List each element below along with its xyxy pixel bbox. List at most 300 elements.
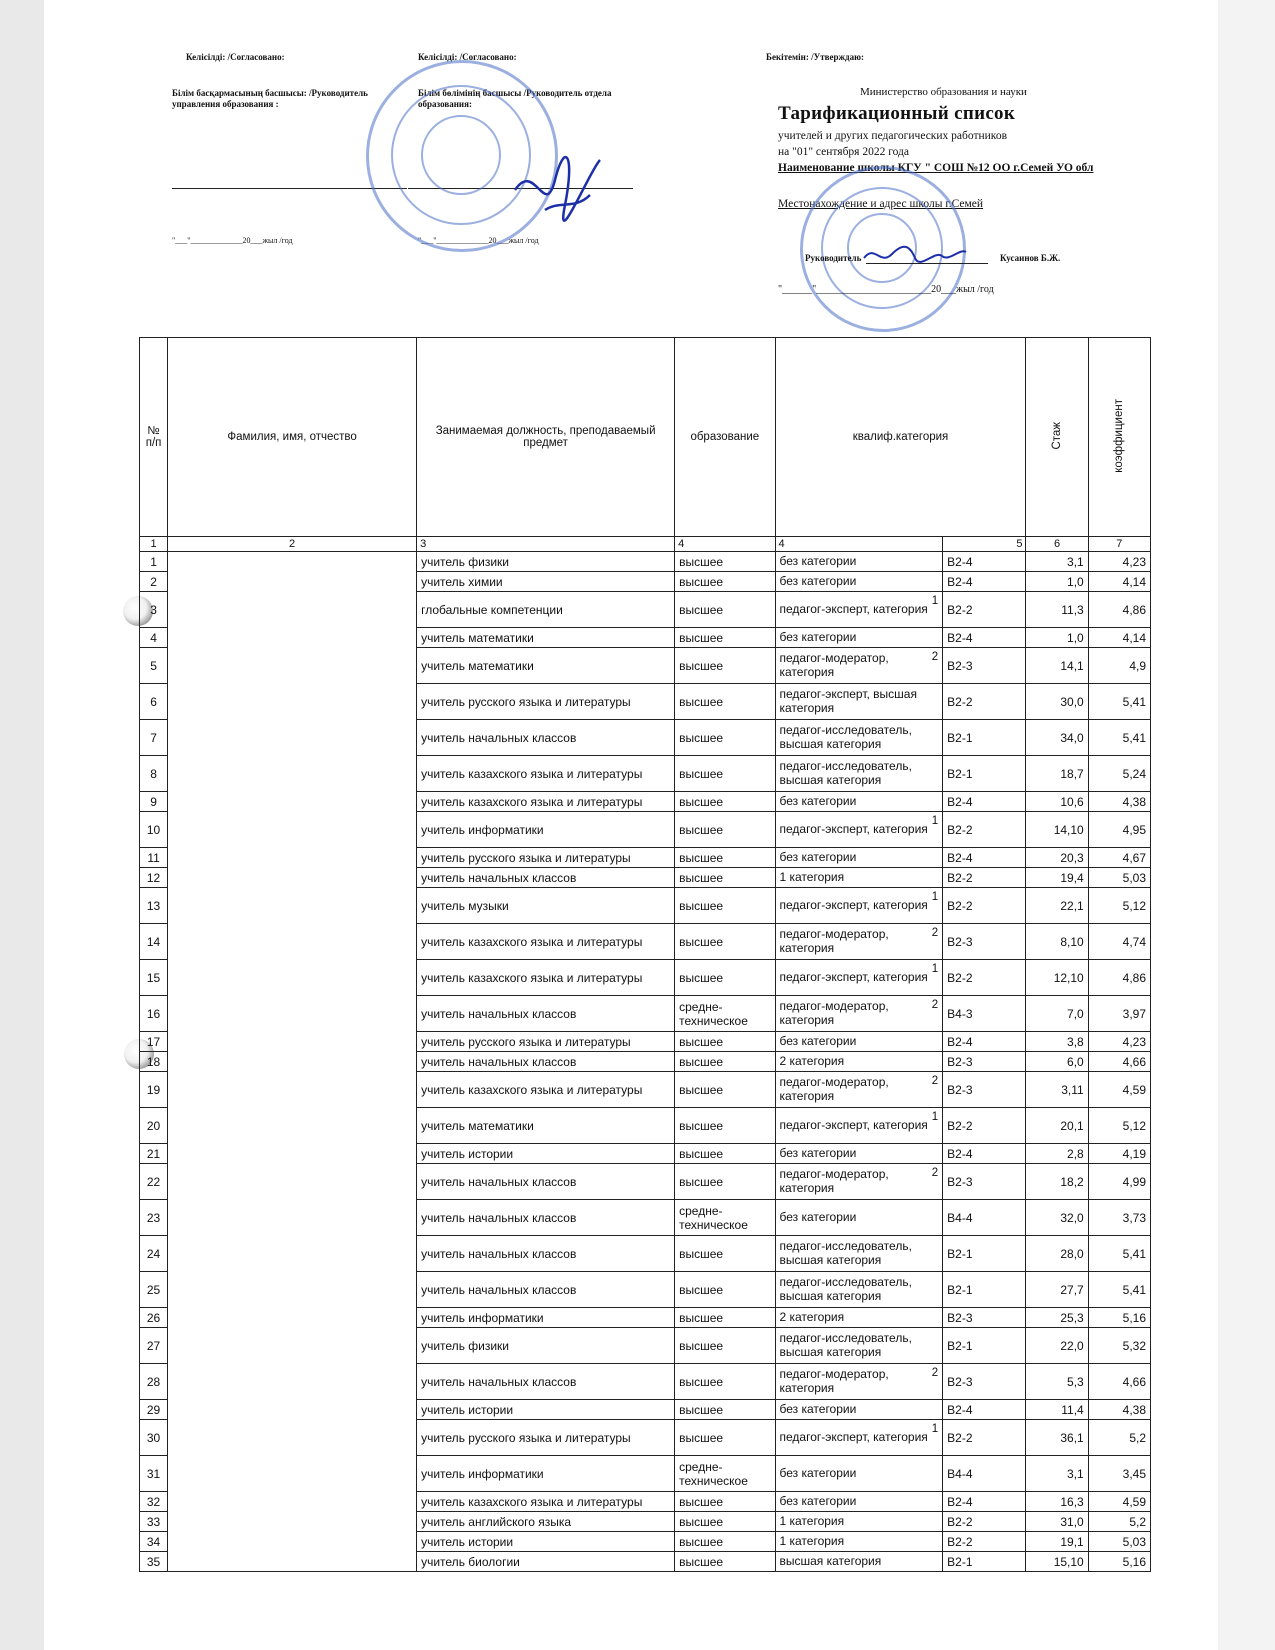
- row-category: [775, 648, 943, 684]
- category-text: педагог-модератор, категория: [779, 1075, 889, 1103]
- category-text: 2 категория: [779, 1309, 845, 1324]
- row-position: учитель казахского языка и литературы: [417, 924, 675, 960]
- row-number: 16: [140, 996, 168, 1032]
- category-text: высшая категория: [779, 1553, 882, 1568]
- row-stazh: 30,0: [1026, 684, 1088, 720]
- row-number: 26: [140, 1308, 168, 1328]
- row-education: высшее: [675, 572, 775, 592]
- row-education: высшее: [675, 1400, 775, 1420]
- row-number: 28: [140, 1364, 168, 1400]
- middle-date-line: "___"_____________20___жыл /год: [418, 236, 539, 245]
- row-category: [775, 1236, 943, 1272]
- row-coef: 4,59: [1088, 1072, 1150, 1108]
- row-grade: B2-1: [943, 1552, 1026, 1572]
- category-level: 2: [931, 1367, 939, 1379]
- row-coef: 3,45: [1088, 1456, 1150, 1492]
- category-text: без категории: [779, 1033, 857, 1048]
- category-level: 1: [931, 815, 939, 827]
- category-text: педагог-модератор, категория: [779, 651, 889, 679]
- row-stazh: 1,0: [1026, 572, 1088, 592]
- row-position: учитель информатики: [417, 1308, 675, 1328]
- row-number: 17: [140, 1032, 168, 1052]
- row-stazh: 25,3: [1026, 1308, 1088, 1328]
- row-stazh: 10,6: [1026, 792, 1088, 812]
- row-education: высшее: [675, 1052, 775, 1072]
- middle-position: Білім бөлімінің басшысы /Руководитель отдела образования:: [418, 88, 612, 110]
- row-stazh: 19,4: [1026, 868, 1088, 888]
- row-stazh: 32,0: [1026, 1200, 1088, 1236]
- row-position: учитель математики: [417, 628, 675, 648]
- table-row: [140, 552, 1151, 572]
- document-title: Тарификационный список: [778, 103, 1016, 124]
- subtitle-2: на "01" сентября 2022 года: [778, 146, 910, 158]
- category-text: педагог-эксперт, категория: [779, 1117, 928, 1132]
- row-category: [775, 1144, 943, 1164]
- row-category: [775, 756, 943, 792]
- row-position: учитель истории: [417, 1144, 675, 1164]
- row-grade: B2-1: [943, 1328, 1026, 1364]
- row-coef: 3,97: [1088, 996, 1150, 1032]
- category-level: 1: [931, 1423, 939, 1435]
- row-stazh: 18,2: [1026, 1164, 1088, 1200]
- row-stazh: 19,1: [1026, 1532, 1088, 1552]
- col-header-category: квалиф.категория: [775, 338, 1026, 537]
- row-education: высшее: [675, 648, 775, 684]
- row-grade: B2-4: [943, 552, 1026, 572]
- row-category: [775, 1512, 943, 1532]
- col-header-position: Занимаемая должность, преподаваемый предмет: [417, 338, 675, 537]
- row-number: 27: [140, 1328, 168, 1364]
- row-grade: B2-2: [943, 1420, 1026, 1456]
- row-coef: 4,74: [1088, 924, 1150, 960]
- right-date-line: "______"_______________________20___жыл /год: [778, 284, 994, 295]
- category-text: педагог-модератор, категория: [779, 927, 889, 955]
- row-stazh: 20,3: [1026, 848, 1088, 868]
- head-label: Руководитель: [805, 253, 862, 263]
- row-education: высшее: [675, 1164, 775, 1200]
- row-position: учитель истории: [417, 1532, 675, 1552]
- row-education: высшее: [675, 756, 775, 792]
- row-category: [775, 592, 943, 628]
- row-number: 8: [140, 756, 168, 792]
- row-coef: 4,38: [1088, 1400, 1150, 1420]
- row-education: высшее: [675, 552, 775, 572]
- row-stazh: 20,1: [1026, 1108, 1088, 1144]
- row-education: высшее: [675, 960, 775, 996]
- row-number: 6: [140, 684, 168, 720]
- row-number: 3: [140, 592, 168, 628]
- category-level: 2: [931, 1167, 939, 1179]
- row-position: учитель начальных классов: [417, 720, 675, 756]
- row-number: 30: [140, 1420, 168, 1456]
- category-text: без категории: [779, 553, 857, 568]
- col-num: 3: [417, 537, 675, 552]
- row-position: учитель казахского языка и литературы: [417, 756, 675, 792]
- row-position: учитель казахского языка и литературы: [417, 792, 675, 812]
- row-category: [775, 1532, 943, 1552]
- row-number: 31: [140, 1456, 168, 1492]
- row-grade: B2-2: [943, 684, 1026, 720]
- category-text: педагог-модератор, категория: [779, 1167, 889, 1195]
- left-date-line: "___"_____________20___жыл /год: [172, 236, 293, 245]
- row-grade: B2-4: [943, 792, 1026, 812]
- row-category: [775, 960, 943, 996]
- row-education: высшее: [675, 812, 775, 848]
- row-coef: 5,12: [1088, 1108, 1150, 1144]
- row-education: высшее: [675, 868, 775, 888]
- col-header-name: Фамилия, имя, отчество: [168, 338, 417, 537]
- row-coef: 4,67: [1088, 848, 1150, 868]
- row-category: [775, 868, 943, 888]
- row-position: учитель физики: [417, 1328, 675, 1364]
- row-category: [775, 1328, 943, 1364]
- row-coef: 4,86: [1088, 592, 1150, 628]
- row-position: учитель начальных классов: [417, 1200, 675, 1236]
- row-coef: 4,66: [1088, 1364, 1150, 1400]
- row-stazh: 36,1: [1026, 1420, 1088, 1456]
- row-grade: B4-4: [943, 1200, 1026, 1236]
- row-position: учитель казахского языка и литературы: [417, 1072, 675, 1108]
- row-coef: 5,03: [1088, 1532, 1150, 1552]
- row-grade: B2-4: [943, 848, 1026, 868]
- row-grade: B2-4: [943, 628, 1026, 648]
- row-coef: 4,38: [1088, 792, 1150, 812]
- col-num: 4: [775, 537, 943, 552]
- row-stazh: 5,3: [1026, 1364, 1088, 1400]
- category-text: 1 категория: [779, 1513, 845, 1528]
- col-num: 7: [1088, 537, 1150, 552]
- row-category: [775, 1456, 943, 1492]
- row-number: 11: [140, 848, 168, 868]
- tarification-table: [139, 337, 1151, 1572]
- middle-approve-label: Келісілді: /Согласовано:: [418, 52, 517, 62]
- row-stazh: 22,1: [1026, 888, 1088, 924]
- row-number: 34: [140, 1532, 168, 1552]
- row-stazh: 14,1: [1026, 648, 1088, 684]
- row-education: высшее: [675, 888, 775, 924]
- row-education: высшее: [675, 592, 775, 628]
- category-text: без категории: [779, 793, 857, 808]
- row-education: высшее: [675, 1364, 775, 1400]
- row-coef: 4,59: [1088, 1492, 1150, 1512]
- row-category: [775, 1400, 943, 1420]
- row-grade: B2-2: [943, 592, 1026, 628]
- row-grade: B2-2: [943, 812, 1026, 848]
- row-number: 22: [140, 1164, 168, 1200]
- row-coef: 4,23: [1088, 1032, 1150, 1052]
- row-number: 24: [140, 1236, 168, 1272]
- row-stazh: 34,0: [1026, 720, 1088, 756]
- row-grade: B2-2: [943, 888, 1026, 924]
- row-number: 35: [140, 1552, 168, 1572]
- row-number: 19: [140, 1072, 168, 1108]
- row-grade: B4-4: [943, 1456, 1026, 1492]
- row-category: [775, 1552, 943, 1572]
- row-education: высшее: [675, 1492, 775, 1512]
- row-grade: B2-2: [943, 1108, 1026, 1144]
- table-header-row: [140, 338, 1151, 537]
- row-category: [775, 1308, 943, 1328]
- category-text: педагог-эксперт, категория: [779, 821, 928, 836]
- column-number-row: [140, 537, 1151, 552]
- row-number: 21: [140, 1144, 168, 1164]
- row-number: 18: [140, 1052, 168, 1072]
- category-text: педагог-исследователь, высшая категория: [779, 1239, 912, 1267]
- row-stazh: 6,0: [1026, 1052, 1088, 1072]
- row-number: 32: [140, 1492, 168, 1512]
- row-education: высшее: [675, 1532, 775, 1552]
- school-location: Местонахождение и адрес школы г.Семей: [778, 198, 984, 210]
- row-position: учитель английского языка: [417, 1512, 675, 1532]
- row-education: высшее: [675, 1512, 775, 1532]
- row-grade: B2-1: [943, 1272, 1026, 1308]
- row-grade: B2-2: [943, 1532, 1026, 1552]
- category-text: без категории: [779, 849, 857, 864]
- category-level: 2: [931, 1075, 939, 1087]
- row-education: высшее: [675, 720, 775, 756]
- row-coef: 4,19: [1088, 1144, 1150, 1164]
- row-category: [775, 1420, 943, 1456]
- category-level: 2: [931, 927, 939, 939]
- col-num: 4: [675, 537, 775, 552]
- col-num: 6: [1026, 537, 1088, 552]
- row-coef: 4,95: [1088, 812, 1150, 848]
- row-coef: 5,41: [1088, 684, 1150, 720]
- row-stazh: 7,0: [1026, 996, 1088, 1032]
- row-stazh: 22,0: [1026, 1328, 1088, 1364]
- row-position: учитель химии: [417, 572, 675, 592]
- row-stazh: 12,10: [1026, 960, 1088, 996]
- row-category: [775, 1200, 943, 1236]
- left-approve-label: Келісілді: /Согласовано:: [186, 52, 285, 62]
- row-number: 4: [140, 628, 168, 648]
- row-coef: 4,14: [1088, 628, 1150, 648]
- row-coef: 5,41: [1088, 1236, 1150, 1272]
- row-number: 5: [140, 648, 168, 684]
- row-coef: 5,2: [1088, 1420, 1150, 1456]
- row-position: учитель математики: [417, 648, 675, 684]
- row-stazh: 8,10: [1026, 924, 1088, 960]
- scan-edge-right: [1218, 0, 1275, 1650]
- row-education: средне-техническое: [675, 996, 775, 1032]
- category-text: педагог-эксперт, категория: [779, 897, 928, 912]
- ministry: Министерство образования и науки: [860, 86, 1027, 98]
- row-stazh: 3,8: [1026, 1032, 1088, 1052]
- category-text: педагог-эксперт, высшая категория: [779, 687, 917, 715]
- row-education: высшее: [675, 1032, 775, 1052]
- row-position: учитель математики: [417, 1108, 675, 1144]
- row-grade: B2-2: [943, 1512, 1026, 1532]
- category-text: педагог-модератор, категория: [779, 999, 889, 1027]
- category-text: без категории: [779, 629, 857, 644]
- category-level: 2: [931, 651, 939, 663]
- row-coef: 5,16: [1088, 1308, 1150, 1328]
- row-coef: 5,16: [1088, 1552, 1150, 1572]
- school-name: Наименование школы КГУ " СОШ №12 ОО г.Семей УО обл: [778, 162, 1094, 174]
- row-grade: B2-4: [943, 1144, 1026, 1164]
- row-position: учитель начальных классов: [417, 1272, 675, 1308]
- row-education: высшее: [675, 1552, 775, 1572]
- row-position: учитель начальных классов: [417, 996, 675, 1032]
- row-number: 13: [140, 888, 168, 924]
- row-education: высшее: [675, 1072, 775, 1108]
- left-position: Білім басқармасының басшысы: /Руководитель управления образования :: [172, 88, 368, 110]
- col-num: 5: [943, 537, 1026, 552]
- row-coef: 4,86: [1088, 960, 1150, 996]
- row-number: 9: [140, 792, 168, 812]
- row-education: высшее: [675, 1236, 775, 1272]
- row-category: [775, 848, 943, 868]
- row-stazh: 18,7: [1026, 756, 1088, 792]
- row-category: [775, 996, 943, 1032]
- row-number: 12: [140, 868, 168, 888]
- row-grade: B2-3: [943, 1072, 1026, 1108]
- row-grade: B4-3: [943, 996, 1026, 1032]
- row-position: учитель информатики: [417, 812, 675, 848]
- row-number: 1: [140, 552, 168, 572]
- row-position: учитель музыки: [417, 888, 675, 924]
- row-stazh: 31,0: [1026, 1512, 1088, 1532]
- row-stazh: 3,1: [1026, 1456, 1088, 1492]
- row-grade: B2-2: [943, 960, 1026, 996]
- row-coef: 5,41: [1088, 720, 1150, 756]
- row-grade: B2-1: [943, 720, 1026, 756]
- row-grade: B2-1: [943, 756, 1026, 792]
- row-education: высшее: [675, 1108, 775, 1144]
- head-signature-mark: [860, 240, 970, 270]
- row-grade: B2-3: [943, 1364, 1026, 1400]
- row-coef: 4,66: [1088, 1052, 1150, 1072]
- row-name: [168, 552, 417, 1572]
- category-text: педагог-модератор, категория: [779, 1367, 889, 1395]
- row-category: [775, 1108, 943, 1144]
- row-coef: 5,03: [1088, 868, 1150, 888]
- category-text: 2 категория: [779, 1053, 845, 1068]
- row-number: 23: [140, 1200, 168, 1236]
- row-category: [775, 888, 943, 924]
- category-level: 2: [931, 999, 939, 1011]
- row-stazh: 28,0: [1026, 1236, 1088, 1272]
- row-education: высшее: [675, 1420, 775, 1456]
- row-position: учитель начальных классов: [417, 868, 675, 888]
- row-grade: B2-4: [943, 1492, 1026, 1512]
- row-coef: 5,24: [1088, 756, 1150, 792]
- category-text: без категории: [779, 1145, 857, 1160]
- row-education: высшее: [675, 628, 775, 648]
- row-education: высшее: [675, 792, 775, 812]
- row-stazh: 11,3: [1026, 592, 1088, 628]
- row-position: учитель русского языка и литературы: [417, 684, 675, 720]
- category-text: педагог-эксперт, категория: [779, 1429, 928, 1444]
- row-education: высшее: [675, 924, 775, 960]
- row-stazh: 3,1: [1026, 552, 1088, 572]
- row-coef: 3,73: [1088, 1200, 1150, 1236]
- category-text: педагог-эксперт, категория: [779, 969, 928, 984]
- row-grade: B2-3: [943, 924, 1026, 960]
- row-stazh: 14,10: [1026, 812, 1088, 848]
- row-coef: 4,14: [1088, 572, 1150, 592]
- row-number: 10: [140, 812, 168, 848]
- row-education: высшее: [675, 1144, 775, 1164]
- row-stazh: 2,8: [1026, 1144, 1088, 1164]
- row-number: 33: [140, 1512, 168, 1532]
- subtitle-1: учителей и других педагогических работников: [778, 130, 1007, 142]
- row-position: учитель начальных классов: [417, 1164, 675, 1200]
- row-education: высшее: [675, 848, 775, 868]
- row-grade: B2-1: [943, 1236, 1026, 1272]
- signature-mark: [505, 150, 615, 230]
- row-position: учитель истории: [417, 1400, 675, 1420]
- row-category: [775, 1052, 943, 1072]
- row-category: [775, 1072, 943, 1108]
- row-position: учитель физики: [417, 552, 675, 572]
- category-text: педагог-исследователь, высшая категория: [779, 723, 912, 751]
- row-stazh: 11,4: [1026, 1400, 1088, 1420]
- category-text: педагог-исследователь, высшая категория: [779, 759, 912, 787]
- category-text: 1 категория: [779, 869, 845, 884]
- row-stazh: 27,7: [1026, 1272, 1088, 1308]
- row-education: средне-техническое: [675, 1200, 775, 1236]
- row-position: учитель русского языка и литературы: [417, 1032, 675, 1052]
- category-text: педагог-исследователь, высшая категория: [779, 1275, 912, 1303]
- category-text: без категории: [779, 573, 857, 588]
- scan-edge-left: [0, 0, 44, 1650]
- row-grade: B2-4: [943, 1400, 1026, 1420]
- row-category: [775, 684, 943, 720]
- row-coef: 4,99: [1088, 1164, 1150, 1200]
- row-stazh: 3,11: [1026, 1072, 1088, 1108]
- row-category: [775, 552, 943, 572]
- row-number: 20: [140, 1108, 168, 1144]
- row-category: [775, 720, 943, 756]
- row-category: [775, 1272, 943, 1308]
- row-number: 29: [140, 1400, 168, 1420]
- row-coef: 5,41: [1088, 1272, 1150, 1308]
- head-name: Кусаинов Б.Ж.: [1000, 253, 1061, 263]
- col-num: 1: [140, 537, 168, 552]
- row-grade: B2-4: [943, 572, 1026, 592]
- row-coef: 4,9: [1088, 648, 1150, 684]
- row-stazh: 16,3: [1026, 1492, 1088, 1512]
- category-text: без категории: [779, 1209, 857, 1224]
- row-position: учитель начальных классов: [417, 1236, 675, 1272]
- row-number: 7: [140, 720, 168, 756]
- category-text: 1 категория: [779, 1533, 845, 1548]
- row-grade: B2-4: [943, 1032, 1026, 1052]
- row-number: 14: [140, 924, 168, 960]
- row-stazh: 1,0: [1026, 628, 1088, 648]
- row-education: высшее: [675, 1308, 775, 1328]
- category-text: без категории: [779, 1401, 857, 1416]
- row-number: 15: [140, 960, 168, 996]
- row-coef: 5,12: [1088, 888, 1150, 924]
- row-category: [775, 792, 943, 812]
- row-number: 25: [140, 1272, 168, 1308]
- row-education: высшее: [675, 684, 775, 720]
- category-text: педагог-исследователь, высшая категория: [779, 1331, 912, 1359]
- col-header-education: образование: [675, 338, 775, 537]
- row-category: [775, 1164, 943, 1200]
- row-number: 2: [140, 572, 168, 592]
- row-grade: B2-3: [943, 1308, 1026, 1328]
- row-coef: 5,32: [1088, 1328, 1150, 1364]
- row-position: учитель русского языка и литературы: [417, 848, 675, 868]
- row-position: глобальные компетенции: [417, 592, 675, 628]
- row-category: [775, 924, 943, 960]
- row-position: учитель казахского языка и литературы: [417, 960, 675, 996]
- row-grade: B2-3: [943, 1164, 1026, 1200]
- right-approve-label: Бекітемін: /Утверждаю:: [766, 52, 864, 62]
